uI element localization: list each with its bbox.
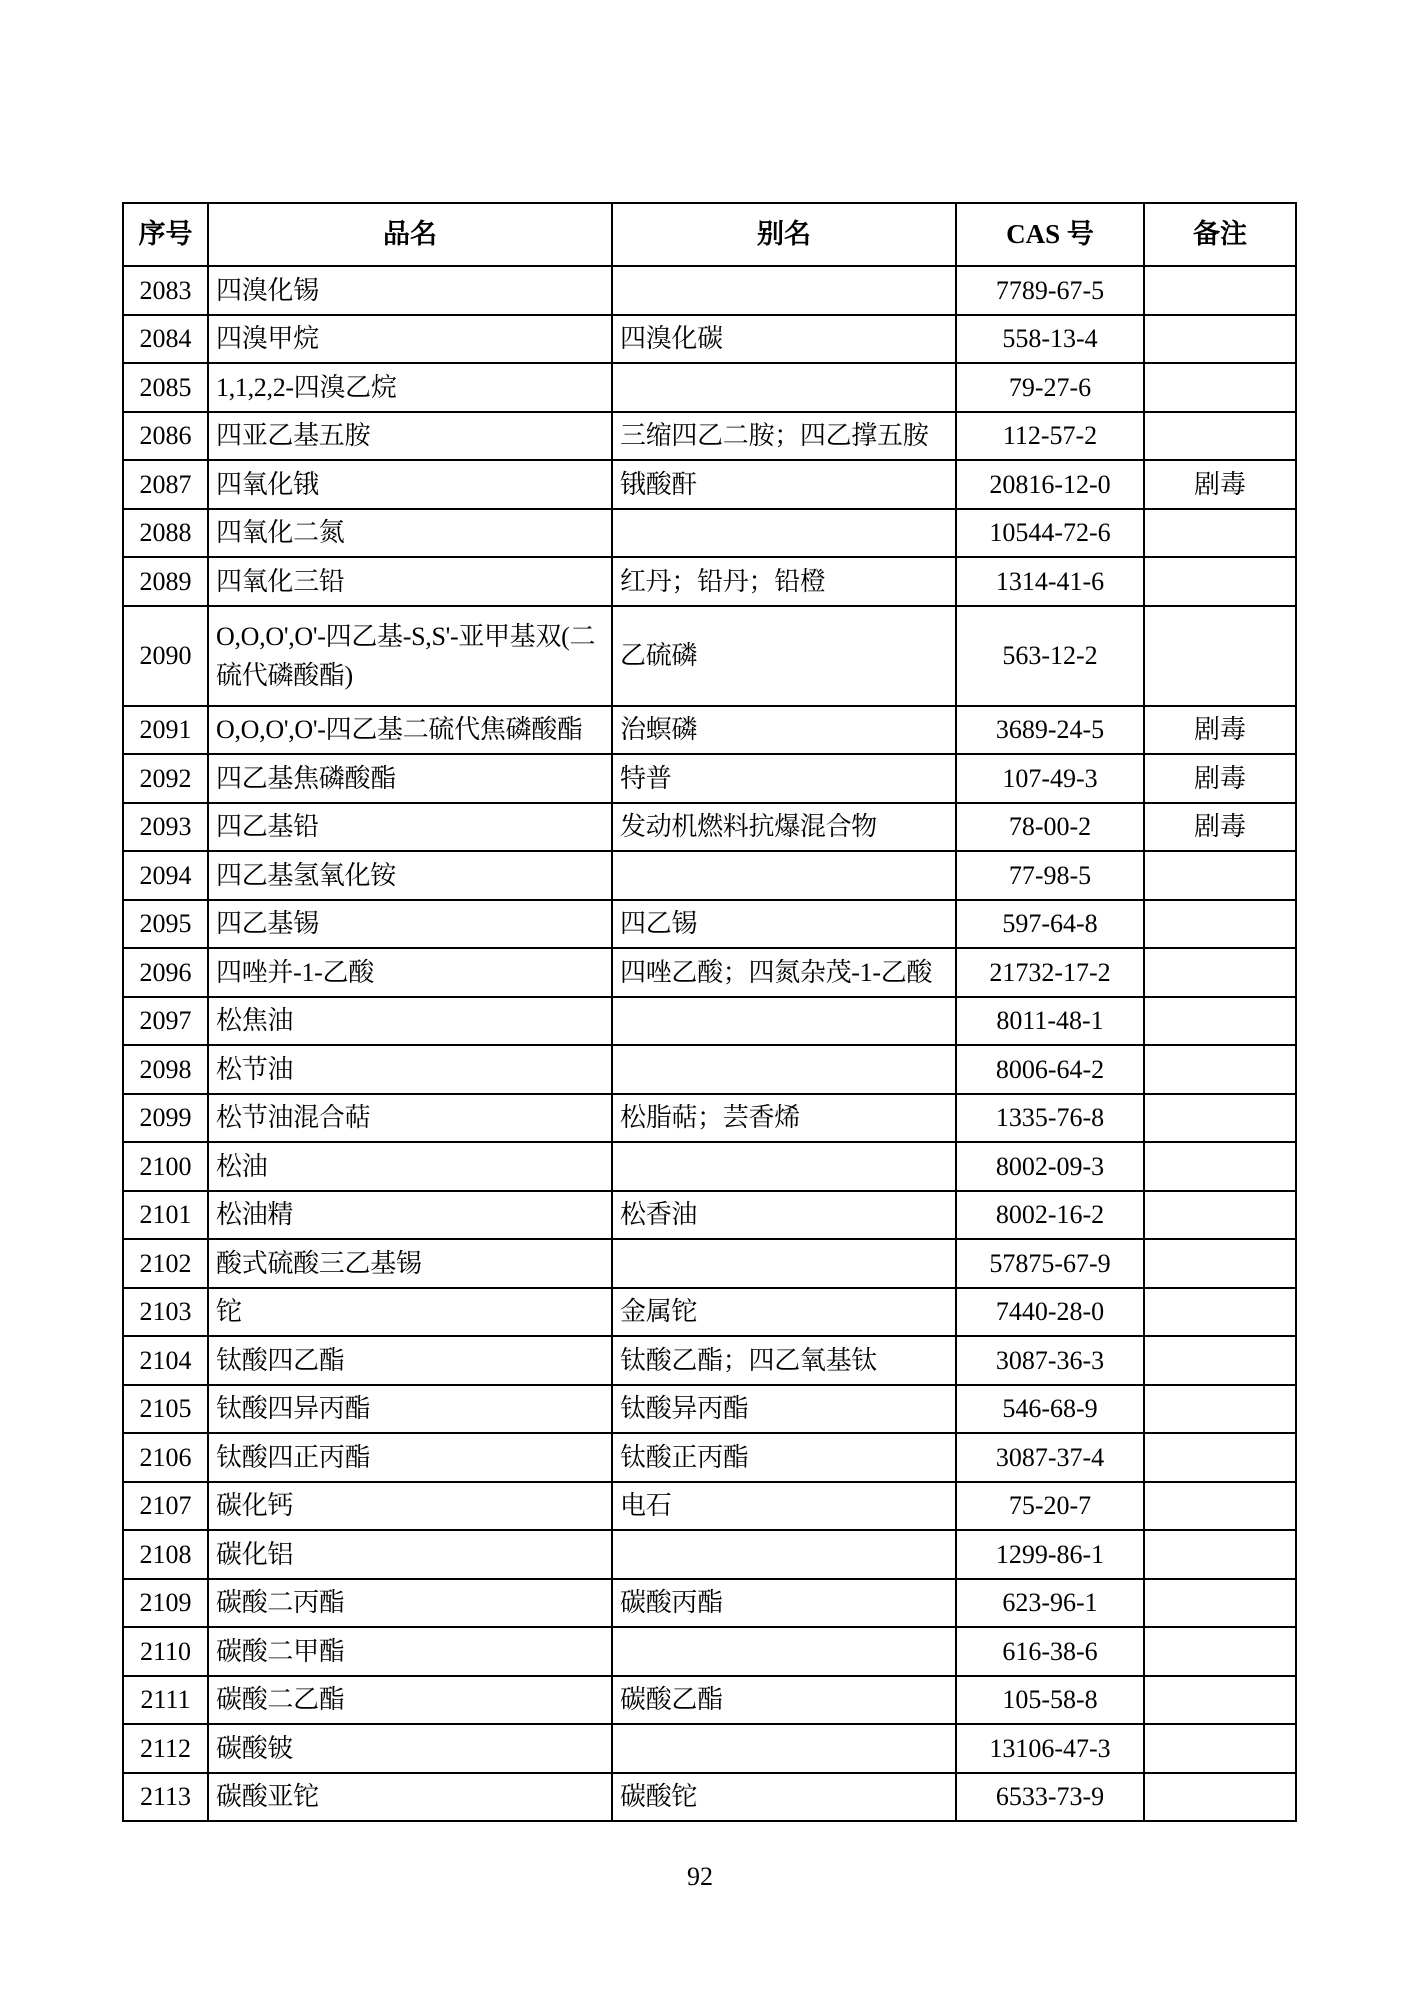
note-cell [1144, 1724, 1296, 1773]
serial-cell: 2088 [123, 509, 208, 558]
cas-cell: 616-38-6 [956, 1627, 1144, 1676]
alias-cell [612, 851, 956, 900]
table-row [123, 1336, 1296, 1385]
name-cell: 四乙基铅 [208, 803, 612, 852]
serial-cell: 2103 [123, 1288, 208, 1337]
table-row [123, 557, 1296, 606]
cas-cell: 78-00-2 [956, 803, 1144, 852]
alias-cell: 乙硫磷 [612, 606, 956, 706]
note-cell [1144, 1676, 1296, 1725]
alias-cell: 四溴化碳 [612, 315, 956, 364]
name-cell: 酸式硫酸三乙基锡 [208, 1239, 612, 1288]
table-row [123, 315, 1296, 364]
column-header-cas: CAS 号 [956, 203, 1144, 266]
alias-cell [612, 1530, 956, 1579]
serial-cell: 2104 [123, 1336, 208, 1385]
serial-cell: 2091 [123, 706, 208, 755]
alias-cell [612, 363, 956, 412]
table-row [123, 1142, 1296, 1191]
note-cell [1144, 1142, 1296, 1191]
cas-cell: 597-64-8 [956, 900, 1144, 949]
cas-cell: 7440-28-0 [956, 1288, 1144, 1337]
table-row [123, 606, 1296, 706]
cas-cell: 20816-12-0 [956, 460, 1144, 509]
name-cell: 钛酸四乙酯 [208, 1336, 612, 1385]
alias-cell [612, 997, 956, 1046]
cas-cell: 1314-41-6 [956, 557, 1144, 606]
cas-cell: 3689-24-5 [956, 706, 1144, 755]
note-cell [1144, 1433, 1296, 1482]
serial-cell: 2094 [123, 851, 208, 900]
note-cell [1144, 851, 1296, 900]
serial-cell: 2098 [123, 1045, 208, 1094]
cas-cell: 3087-37-4 [956, 1433, 1144, 1482]
serial-cell: 2108 [123, 1530, 208, 1579]
cas-cell: 1335-76-8 [956, 1094, 1144, 1143]
note-cell [1144, 997, 1296, 1046]
cas-cell: 7789-67-5 [956, 266, 1144, 315]
serial-cell: 2112 [123, 1724, 208, 1773]
serial-cell: 2089 [123, 557, 208, 606]
table-row [123, 1239, 1296, 1288]
name-cell: O,O,O',O'-四乙基二硫代焦磷酸酯 [208, 706, 612, 755]
name-cell: 碳化铝 [208, 1530, 612, 1579]
alias-cell: 碳酸铊 [612, 1773, 956, 1822]
table-row [123, 1433, 1296, 1482]
alias-cell [612, 1239, 956, 1288]
cas-cell: 8011-48-1 [956, 997, 1144, 1046]
table-row [123, 1627, 1296, 1676]
note-cell [1144, 1627, 1296, 1676]
alias-cell: 钛酸正丙酯 [612, 1433, 956, 1482]
serial-cell: 2109 [123, 1579, 208, 1628]
note-cell [1144, 1191, 1296, 1240]
name-cell: 钛酸四正丙酯 [208, 1433, 612, 1482]
page-number: 92 [687, 1862, 713, 1891]
serial-cell: 2096 [123, 948, 208, 997]
serial-cell: 2093 [123, 803, 208, 852]
name-cell: 四氧化三铅 [208, 557, 612, 606]
serial-cell: 2083 [123, 266, 208, 315]
cas-cell: 57875-67-9 [956, 1239, 1144, 1288]
note-cell [1144, 315, 1296, 364]
table-row [123, 1288, 1296, 1337]
table-row [123, 1773, 1296, 1822]
cas-cell: 8006-64-2 [956, 1045, 1144, 1094]
serial-cell: 2101 [123, 1191, 208, 1240]
note-cell [1144, 1336, 1296, 1385]
name-cell: 碳酸亚铊 [208, 1773, 612, 1822]
cas-cell: 8002-16-2 [956, 1191, 1144, 1240]
alias-cell: 钛酸异丙酯 [612, 1385, 956, 1434]
note-cell [1144, 557, 1296, 606]
column-header-name: 品名 [208, 203, 612, 266]
table-row [123, 997, 1296, 1046]
note-cell: 剧毒 [1144, 460, 1296, 509]
serial-cell: 2095 [123, 900, 208, 949]
header-row [123, 203, 1296, 266]
table-row [123, 851, 1296, 900]
serial-cell: 2084 [123, 315, 208, 364]
alias-cell: 松香油 [612, 1191, 956, 1240]
alias-cell [612, 1627, 956, 1676]
alias-cell: 锇酸酐 [612, 460, 956, 509]
name-cell: 四乙基焦磷酸酯 [208, 754, 612, 803]
column-header-serial: 序号 [123, 203, 208, 266]
alias-cell: 碳酸丙酯 [612, 1579, 956, 1628]
serial-cell: 2102 [123, 1239, 208, 1288]
note-cell [1144, 1530, 1296, 1579]
note-cell [1144, 509, 1296, 558]
serial-cell: 2087 [123, 460, 208, 509]
note-cell [1144, 1482, 1296, 1531]
table-body [123, 266, 1296, 1821]
serial-cell: 2085 [123, 363, 208, 412]
table-row [123, 1676, 1296, 1725]
alias-cell: 特普 [612, 754, 956, 803]
note-cell [1144, 1579, 1296, 1628]
chemicals-table [122, 202, 1297, 1822]
table-row [123, 1482, 1296, 1531]
alias-cell: 发动机燃料抗爆混合物 [612, 803, 956, 852]
cas-cell: 10544-72-6 [956, 509, 1144, 558]
alias-cell: 三缩四乙二胺；四乙撑五胺 [612, 412, 956, 461]
note-cell: 剧毒 [1144, 706, 1296, 755]
table-row [123, 1579, 1296, 1628]
cas-cell: 563-12-2 [956, 606, 1144, 706]
table-row [123, 363, 1296, 412]
table-row [123, 1094, 1296, 1143]
note-cell [1144, 1094, 1296, 1143]
cas-cell: 21732-17-2 [956, 948, 1144, 997]
serial-cell: 2110 [123, 1627, 208, 1676]
alias-cell [612, 1142, 956, 1191]
cas-cell: 105-58-8 [956, 1676, 1144, 1725]
table-row [123, 1385, 1296, 1434]
serial-cell: 2100 [123, 1142, 208, 1191]
name-cell: 松油 [208, 1142, 612, 1191]
table-row [123, 460, 1296, 509]
serial-cell: 2090 [123, 606, 208, 706]
alias-cell [612, 1045, 956, 1094]
serial-cell: 2105 [123, 1385, 208, 1434]
name-cell: 四溴化锡 [208, 266, 612, 315]
name-cell: 碳酸二甲酯 [208, 1627, 612, 1676]
table-row [123, 754, 1296, 803]
cas-cell: 77-98-5 [956, 851, 1144, 900]
cas-cell: 6533-73-9 [956, 1773, 1144, 1822]
serial-cell: 2097 [123, 997, 208, 1046]
note-cell [1144, 1045, 1296, 1094]
note-cell [1144, 1773, 1296, 1822]
name-cell: 四氧化锇 [208, 460, 612, 509]
cas-cell: 1299-86-1 [956, 1530, 1144, 1579]
column-header-note: 备注 [1144, 203, 1296, 266]
alias-cell: 四乙锡 [612, 900, 956, 949]
alias-cell [612, 509, 956, 558]
name-cell: 碳化钙 [208, 1482, 612, 1531]
cas-cell: 558-13-4 [956, 315, 1144, 364]
note-cell [1144, 1288, 1296, 1337]
name-cell: 1,1,2,2-四溴乙烷 [208, 363, 612, 412]
alias-cell [612, 1724, 956, 1773]
serial-cell: 2113 [123, 1773, 208, 1822]
table-row [123, 1191, 1296, 1240]
name-cell: 碳酸铍 [208, 1724, 612, 1773]
note-cell [1144, 1239, 1296, 1288]
alias-cell: 钛酸乙酯；四乙氧基钛 [612, 1336, 956, 1385]
table-row [123, 1045, 1296, 1094]
table-header [123, 203, 1296, 266]
cas-cell: 623-96-1 [956, 1579, 1144, 1628]
name-cell: 四亚乙基五胺 [208, 412, 612, 461]
table-row [123, 900, 1296, 949]
alias-cell: 碳酸乙酯 [612, 1676, 956, 1725]
note-cell [1144, 266, 1296, 315]
name-cell: 松焦油 [208, 997, 612, 1046]
serial-cell: 2106 [123, 1433, 208, 1482]
note-cell [1144, 900, 1296, 949]
column-header-alias: 别名 [612, 203, 956, 266]
serial-cell: 2086 [123, 412, 208, 461]
cas-cell: 79-27-6 [956, 363, 1144, 412]
note-cell: 剧毒 [1144, 754, 1296, 803]
name-cell: 松油精 [208, 1191, 612, 1240]
alias-cell: 松脂萜；芸香烯 [612, 1094, 956, 1143]
alias-cell: 金属铊 [612, 1288, 956, 1337]
serial-cell: 2107 [123, 1482, 208, 1531]
name-cell: O,O,O',O'-四乙基-S,S'-亚甲基双(二硫代磷酸酯) [208, 606, 612, 706]
cas-cell: 8002-09-3 [956, 1142, 1144, 1191]
name-cell: 铊 [208, 1288, 612, 1337]
table-row [123, 509, 1296, 558]
note-cell [1144, 363, 1296, 412]
note-cell [1144, 412, 1296, 461]
cas-cell: 75-20-7 [956, 1482, 1144, 1531]
name-cell: 松节油 [208, 1045, 612, 1094]
cas-cell: 546-68-9 [956, 1385, 1144, 1434]
table-row [123, 412, 1296, 461]
cas-cell: 3087-36-3 [956, 1336, 1144, 1385]
cas-cell: 112-57-2 [956, 412, 1144, 461]
table-row [123, 706, 1296, 755]
table-row [123, 948, 1296, 997]
name-cell: 四溴甲烷 [208, 315, 612, 364]
cas-cell: 107-49-3 [956, 754, 1144, 803]
note-cell: 剧毒 [1144, 803, 1296, 852]
name-cell: 四乙基锡 [208, 900, 612, 949]
alias-cell [612, 266, 956, 315]
alias-cell: 红丹；铅丹；铅橙 [612, 557, 956, 606]
serial-cell: 2092 [123, 754, 208, 803]
alias-cell: 电石 [612, 1482, 956, 1531]
alias-cell: 治螟磷 [612, 706, 956, 755]
alias-cell: 四唑乙酸；四氮杂茂-1-乙酸 [612, 948, 956, 997]
note-cell [1144, 606, 1296, 706]
name-cell: 松节油混合萜 [208, 1094, 612, 1143]
name-cell: 四唑并-1-乙酸 [208, 948, 612, 997]
serial-cell: 2099 [123, 1094, 208, 1143]
name-cell: 钛酸四异丙酯 [208, 1385, 612, 1434]
note-cell [1144, 948, 1296, 997]
name-cell: 碳酸二丙酯 [208, 1579, 612, 1628]
name-cell: 碳酸二乙酯 [208, 1676, 612, 1725]
name-cell: 四乙基氢氧化铵 [208, 851, 612, 900]
table-row [123, 1530, 1296, 1579]
table-row [123, 803, 1296, 852]
note-cell [1144, 1385, 1296, 1434]
cas-cell: 13106-47-3 [956, 1724, 1144, 1773]
table-row [123, 266, 1296, 315]
name-cell: 四氧化二氮 [208, 509, 612, 558]
table-row [123, 1724, 1296, 1773]
serial-cell: 2111 [123, 1676, 208, 1725]
